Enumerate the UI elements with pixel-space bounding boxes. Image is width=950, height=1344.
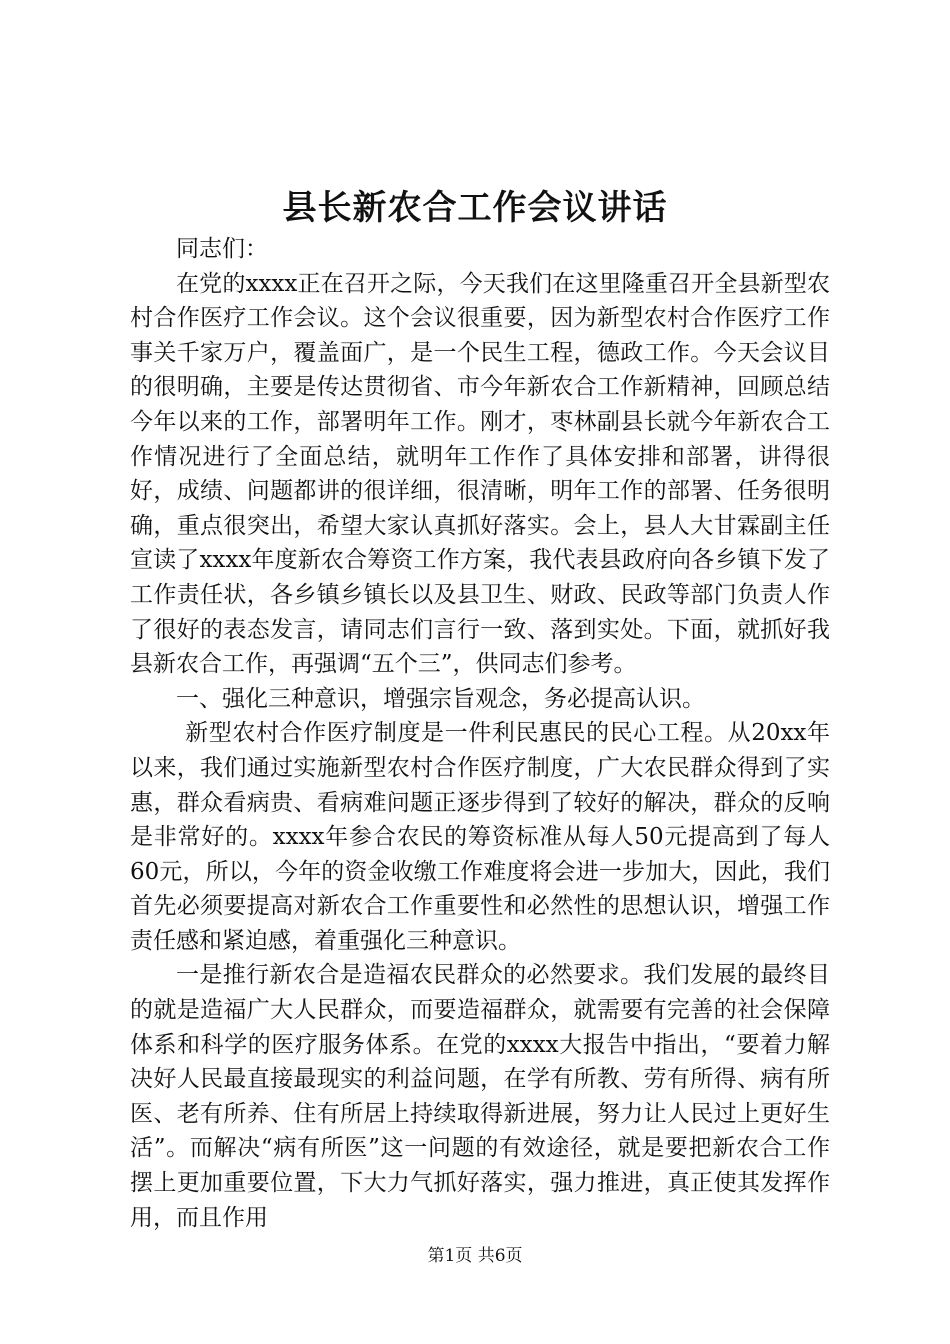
body-paragraph: 在党的xxxx正在召开之际，今天我们在这里隆重召开全县新型农村合作医疗工作会议。这个会议很重要，因为新型农村合作医疗工作事关千家万户，覆盖面广，是一个民生工程，德政工作。今天会议目的很明确，主要是传达贯彻省、市今年新农合工作新精神，回顾总结今年以来的工作，部署明年工作。刚才，枣林副县长就今年新农合工作情况进行了全面总结，就明年工作作了具体安排和部署，讲得很好，成绩、问题都讲的很详细，很清晰，明年工作的部署、任务很明确，重点很突出，希望大家认真抓好落实。会上，县人大甘霖副主任宣读了xxxx年度新农合筹资工作方案，我代表县政府向各乡镇下发了工作责任状，各乡镇乡镇长以及县卫生、财政、民政等部门负责人作了很好的表态发言，请同志们言行一致、落到实处。下面，就抓好我县新农合工作，再强调“五个三”，供同志们参考。: [130, 270, 830, 678]
body-paragraph: 新型农村合作医疗制度是一件利民惠民的民心工程。从20xx年以来，我们通过实施新型农村合作医疗制度，广大农民群众得到了实惠，群众看病贵、看病难问题正逐步得到了较好的解决，群众的反响是非常好的。xxxx年参合农民的筹资标准从每人50元提高到了每人60元，所以，今年的资金收缴工作难度将会进一步加大，因此，我们首先必须要提高对新农合工作重要性和必然性的思想认识，增强工作责任感和紧迫感，着重强化三种意识。: [130, 720, 830, 954]
page-number-footer: 第1页 共6页: [427, 1246, 523, 1266]
document-body: [130, 232, 830, 1235]
section-heading: 一、强化三种意识，增强宗旨观念，务必提高认识。: [176, 685, 705, 712]
document-title: 县长新农合工作会议讲话: [282, 188, 668, 228]
salutation: 同志们：: [176, 236, 268, 262]
body-paragraph: 一是推行新农合是造福农民群众的必然要求。我们发展的最终目的就是造福广大人民群众，而要造福群众，就需要有完善的社会保障体系和科学的医疗服务体系。在党的xxxx大报告中指出，“要着力解决好人民最直接最现实的利益问题，在学有所教、劳有所得、病有所医、老有所养、住有所居上持续取得新进展，努力让人民过上更好生活”。而解决“病有所医”这一问题的有效途径，就是要把新农合工作摆上更加重要位置，下大力气抓好落实，强力推进，真正使其发挥作用，而且作用: [130, 962, 830, 1231]
